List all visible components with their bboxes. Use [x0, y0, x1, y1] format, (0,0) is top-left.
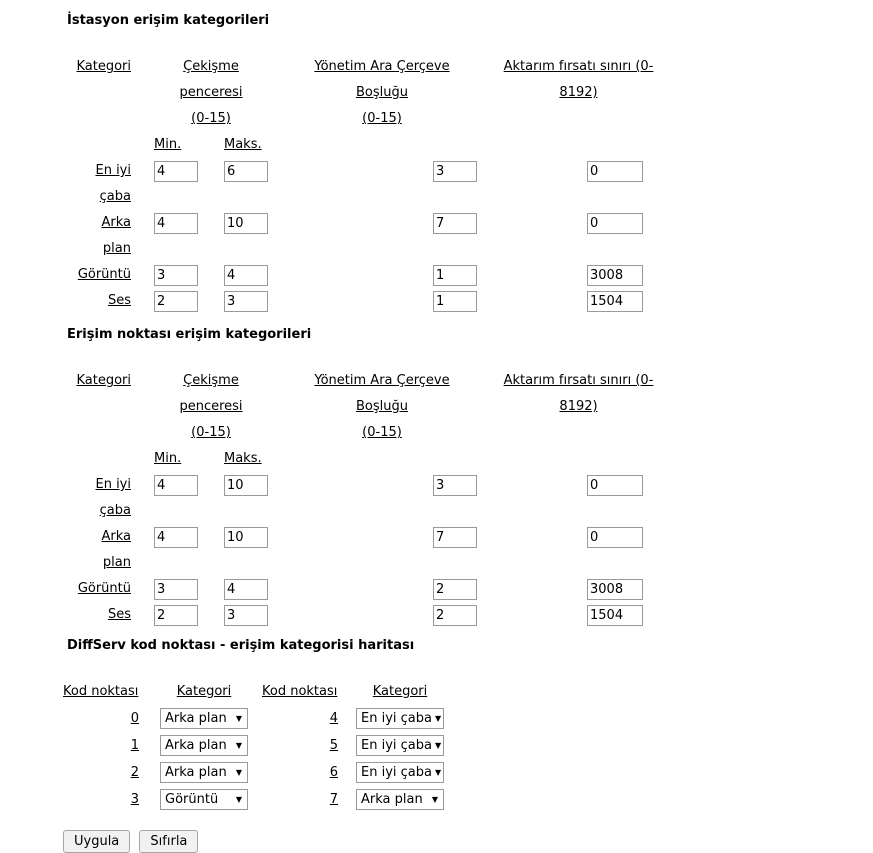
- station-section-title: İstasyon erişim kategorileri: [67, 13, 270, 28]
- select-value: Arka plan: [361, 792, 423, 807]
- dscp-2-link[interactable]: 2: [130, 764, 139, 780]
- ap-best-effort-aifs-input[interactable]: [433, 475, 477, 496]
- station-contention-window-header: [154, 54, 268, 132]
- select-value: En iyi çaba: [361, 711, 432, 726]
- chevron-down-icon: ▼: [431, 795, 438, 804]
- ap-voice-cwmax-input[interactable]: [224, 605, 268, 626]
- station-voice-link[interactable]: Ses: [107, 293, 131, 308]
- txop-range-link[interactable]: 8192): [559, 399, 598, 414]
- dscp-4-link[interactable]: 4: [329, 710, 338, 726]
- ap-aifs-header: [287, 368, 477, 446]
- diffserv-row-3-7: [63, 786, 873, 813]
- ap-table-header: [65, 368, 873, 446]
- category-header-link[interactable]: Kategori: [372, 684, 428, 699]
- dscp-5-category-select[interactable]: [356, 735, 444, 756]
- station-best-effort-aifs-input[interactable]: [433, 161, 477, 182]
- station-table-header: [65, 54, 873, 132]
- chevron-down-icon: ▼: [434, 741, 442, 750]
- aifs-header-link[interactable]: Yönetim Ara Çerçeve Boşluğu: [314, 59, 450, 100]
- station-video-cwmin-input[interactable]: [154, 265, 198, 286]
- chevron-down-icon: ▼: [434, 714, 442, 723]
- diffserv-table-header: [63, 679, 873, 705]
- station-background-aifs-input[interactable]: [433, 213, 477, 234]
- dscp-3-category-select[interactable]: [160, 789, 248, 810]
- chevron-down-icon: ▼: [235, 768, 242, 777]
- station-video-txop-input[interactable]: [587, 265, 643, 286]
- station-section: [65, 13, 873, 314]
- ap-voice-cwmin-input[interactable]: [154, 605, 198, 626]
- dscp-7-category-select[interactable]: [356, 789, 444, 810]
- contention-window-header-link[interactable]: Çekişme penceresi: [179, 373, 243, 414]
- aifs-range-link[interactable]: (0-15): [362, 425, 402, 440]
- select-value: Görüntü: [165, 792, 219, 807]
- select-value: En iyi çaba: [361, 765, 432, 780]
- aifs-header-link[interactable]: Yönetim Ara Çerçeve Boşluğu: [314, 373, 450, 414]
- ap-kategori-header-link[interactable]: Kategori: [76, 373, 131, 388]
- diffserv-row-1-5: [63, 732, 873, 759]
- station-kategori-header-link[interactable]: Kategori: [76, 59, 131, 74]
- ap-background-aifs-input[interactable]: [433, 527, 477, 548]
- station-row-best-effort: [65, 158, 873, 210]
- station-background-link-line2[interactable]: plan: [102, 241, 131, 256]
- select-value: En iyi çaba: [361, 738, 432, 753]
- contention-window-header-link[interactable]: Çekişme penceresi: [179, 59, 243, 100]
- station-row-voice: [65, 288, 873, 314]
- station-aifs-header: [287, 54, 477, 132]
- dscp-1-category-select[interactable]: [160, 735, 248, 756]
- ap-txop-header: [490, 368, 667, 420]
- ap-row-video: [65, 576, 873, 602]
- ap-video-link[interactable]: Görüntü: [77, 581, 131, 596]
- ap-video-cwmax-input[interactable]: [224, 579, 268, 600]
- ap-minmaks-row: [65, 446, 873, 472]
- dscp-5-link[interactable]: 5: [329, 737, 338, 753]
- dscp-1-link[interactable]: 1: [130, 737, 139, 753]
- chevron-down-icon: ▼: [235, 795, 242, 804]
- min-header-link[interactable]: Min.: [154, 451, 182, 466]
- reset-button[interactable]: Sıfırla: [139, 830, 198, 853]
- station-voice-cwmin-input[interactable]: [154, 291, 198, 312]
- station-voice-aifs-input[interactable]: [433, 291, 477, 312]
- ap-section-title: Erişim noktası erişim kategorileri: [67, 327, 312, 342]
- ap-voice-link[interactable]: Ses: [107, 607, 131, 622]
- dscp-4-category-select[interactable]: [356, 708, 444, 729]
- ap-section: [65, 327, 873, 628]
- form-actions: [63, 830, 873, 853]
- contention-window-range-link[interactable]: (0-15): [191, 111, 231, 126]
- station-background-txop-input[interactable]: [587, 213, 643, 234]
- ap-background-link-line2[interactable]: plan: [102, 555, 131, 570]
- dscp-2-category-select[interactable]: [160, 762, 248, 783]
- ap-best-effort-cwmax-input[interactable]: [224, 475, 268, 496]
- station-voice-cwmax-input[interactable]: [224, 291, 268, 312]
- txop-range-link[interactable]: 8192): [559, 85, 598, 100]
- ap-contention-window-header: [154, 368, 268, 446]
- dscp-7-link[interactable]: 7: [329, 791, 338, 807]
- aifs-range-link[interactable]: (0-15): [362, 111, 402, 126]
- ap-row-background: [65, 524, 873, 576]
- dscp-0-category-select[interactable]: [160, 708, 248, 729]
- station-best-effort-txop-input[interactable]: [587, 161, 643, 182]
- station-voice-txop-input[interactable]: [587, 291, 643, 312]
- ap-video-cwmin-input[interactable]: [154, 579, 198, 600]
- chevron-down-icon: ▼: [235, 741, 242, 750]
- diffserv-section: [65, 638, 873, 813]
- dscp-3-link[interactable]: 3: [130, 791, 139, 807]
- station-row-video: [65, 262, 873, 288]
- ap-video-aifs-input[interactable]: [433, 579, 477, 600]
- ap-best-effort-link[interactable]: En iyi: [95, 477, 131, 492]
- dscp-6-category-select[interactable]: [356, 762, 444, 783]
- ap-background-txop-input[interactable]: [587, 527, 643, 548]
- station-best-effort-link-line2[interactable]: çaba: [99, 189, 131, 204]
- diffserv-row-0-4: [63, 705, 873, 732]
- chevron-down-icon: ▼: [434, 768, 442, 777]
- txop-header-link[interactable]: Aktarım fırsatı sınırı (0-: [503, 59, 654, 74]
- code-point-header-link[interactable]: Kod noktası: [262, 684, 338, 699]
- ap-best-effort-cwmin-input[interactable]: [154, 475, 198, 496]
- code-point-header-link[interactable]: Kod noktası: [63, 684, 139, 699]
- diffserv-row-2-6: [63, 759, 873, 786]
- station-video-link[interactable]: Görüntü: [77, 267, 131, 282]
- diffserv-section-title: DiffServ kod noktası - erişim kategorisi haritası: [67, 638, 415, 653]
- station-background-cwmin-input[interactable]: [154, 213, 198, 234]
- station-best-effort-cwmax-input[interactable]: [224, 161, 268, 182]
- ap-voice-aifs-input[interactable]: [433, 605, 477, 626]
- ap-background-cwmax-input[interactable]: [224, 527, 268, 548]
- ap-background-link[interactable]: Arka: [101, 529, 131, 544]
- station-minmaks-row: [65, 132, 873, 158]
- dscp-0-link[interactable]: 0: [130, 710, 139, 726]
- select-value: Arka plan: [165, 765, 227, 780]
- min-header-link[interactable]: Min.: [154, 137, 182, 152]
- station-video-aifs-input[interactable]: [433, 265, 477, 286]
- ap-best-effort-txop-input[interactable]: [587, 475, 643, 496]
- dscp-6-link[interactable]: 6: [329, 764, 338, 780]
- select-value: Arka plan: [165, 738, 227, 753]
- station-background-cwmax-input[interactable]: [224, 213, 268, 234]
- station-best-effort-cwmin-input[interactable]: [154, 161, 198, 182]
- contention-window-range-link[interactable]: (0-15): [191, 425, 231, 440]
- apply-button[interactable]: Uygula: [63, 830, 130, 853]
- station-best-effort-link[interactable]: En iyi: [95, 163, 131, 178]
- maks-header-link[interactable]: Maks.: [224, 451, 262, 466]
- txop-header-link[interactable]: Aktarım fırsatı sınırı (0-: [503, 373, 654, 388]
- station-background-link[interactable]: Arka: [101, 215, 131, 230]
- ap-row-best-effort: [65, 472, 873, 524]
- chevron-down-icon: ▼: [235, 714, 242, 723]
- station-row-background: [65, 210, 873, 262]
- station-video-cwmax-input[interactable]: [224, 265, 268, 286]
- station-txop-header: [490, 54, 667, 106]
- ap-background-cwmin-input[interactable]: [154, 527, 198, 548]
- ap-row-voice: [65, 602, 873, 628]
- maks-header-link[interactable]: Maks.: [224, 137, 262, 152]
- ap-voice-txop-input[interactable]: [587, 605, 643, 626]
- select-value: Arka plan: [165, 711, 227, 726]
- category-header-link[interactable]: Kategori: [176, 684, 232, 699]
- ap-best-effort-link-line2[interactable]: çaba: [99, 503, 131, 518]
- ap-video-txop-input[interactable]: [587, 579, 643, 600]
